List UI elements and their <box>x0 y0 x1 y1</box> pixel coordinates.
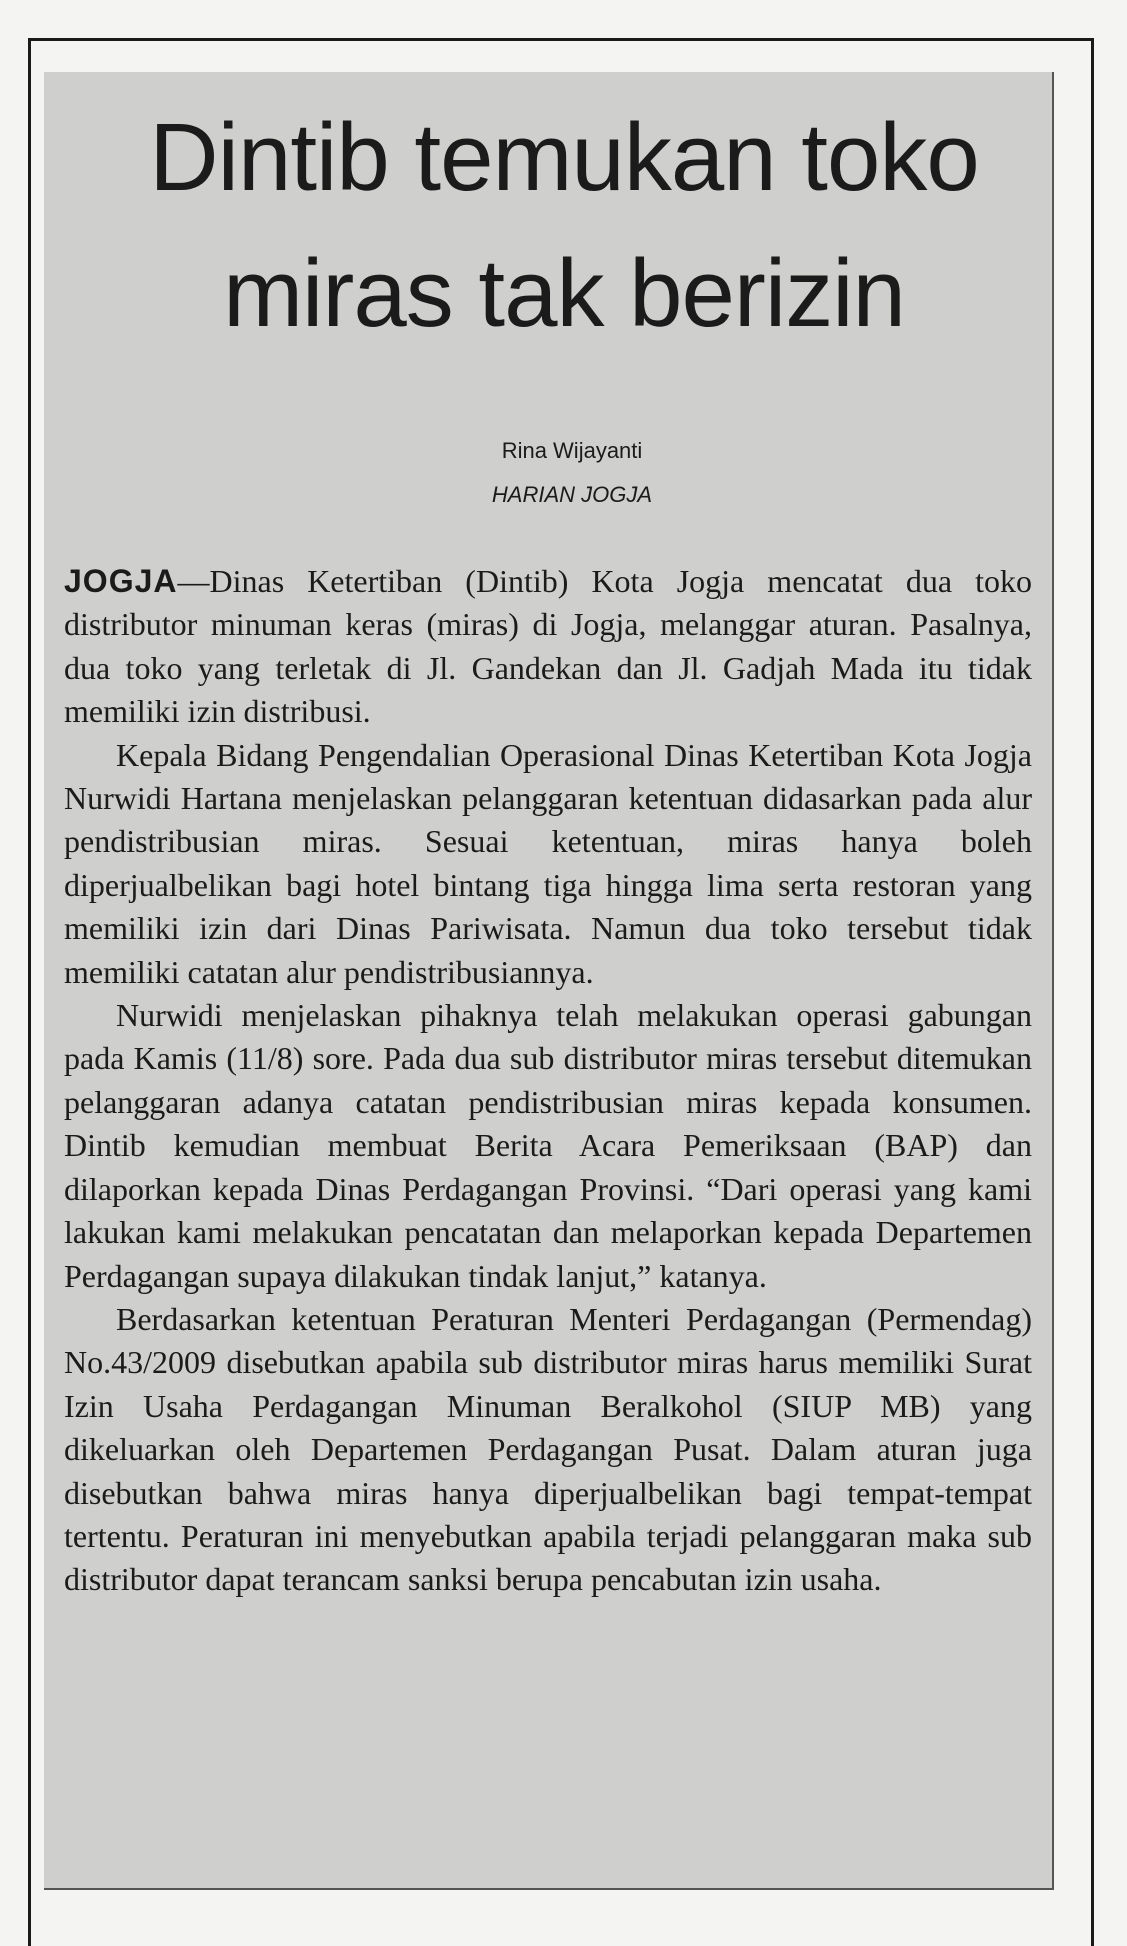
body-paragraph: Nurwidi menjelaskan pihaknya telah melakukan operasi gabungan pada Kamis (11/8) sore. Pada dua sub distributor miras tersebut ditemukan pelanggaran adanya catatan pendistribusian miras kepada konsumen. Dintib kemudian membuat Berita Acara Pemeriksaan (BAP) dan dilaporkan kepada Dinas Perdagangan Provinsi. “Dari operasi yang kami lakukan kami melakukan pencatatan dan melaporkan kepada Departemen Perdagangan supaya dilakukan tindak lanjut,” katanya. <box>64 997 1032 1294</box>
article-headline: Dintib temukan toko miras tak berizin <box>149 104 979 347</box>
article-author: Rina Wijayanti <box>501 438 643 463</box>
lead-text: —Dinas Ketertiban (Dintib) Kota Jogja mencatat dua toko distributor minuman keras (miras) di Jogja, melanggar aturan. Pasalnya, dua toko yang terletak di Jl. Gandekan dan Jl. Gadjah Mada itu tidak memiliki izin distribusi. <box>64 563 1032 730</box>
lead-paragraph <box>64 560 1032 734</box>
body-paragraph: Berdasarkan ketentuan Peraturan Menteri Perdagangan (Permendag) No.43/2009 disebutkan apabila sub distributor miras harus memiliki Surat Izin Usaha Perdagangan Minuman Beralkohol (SIUP MB) yang dikeluarkan oleh Departemen Perdagangan Pusat. Dalam aturan juga disebutkan bahwa miras hanya diperjualbelikan bagi tempat-tempat tertentu. Peraturan ini menyebutkan apabila terjadi pelanggaran maka sub distributor dapat terancam sanksi berupa pencabutan izin usaha. <box>64 1300 1032 1598</box>
article-body <box>64 560 1032 1602</box>
article-dateline: JOGJA <box>64 563 178 599</box>
body-paragraph: Kepala Bidang Pengendalian Operasional Dinas Ketertiban Kota Jogja Nurwidi Hartana menjelaskan pelanggaran ketentuan didasarkan pada alur pendistribusian miras. Sesuai ketentuan, miras hanya boleh diperjualbelikan bagi hotel bintang tiga hingga lima serta restoran yang memiliki izin dari Dinas Pariwisata. Namun dua toko tersebut tidak memiliki catatan alur pendistribusiannya. <box>64 736 1032 990</box>
article-source: HARIAN JOGJA <box>491 482 653 507</box>
newspaper-clipping <box>44 72 1054 1890</box>
